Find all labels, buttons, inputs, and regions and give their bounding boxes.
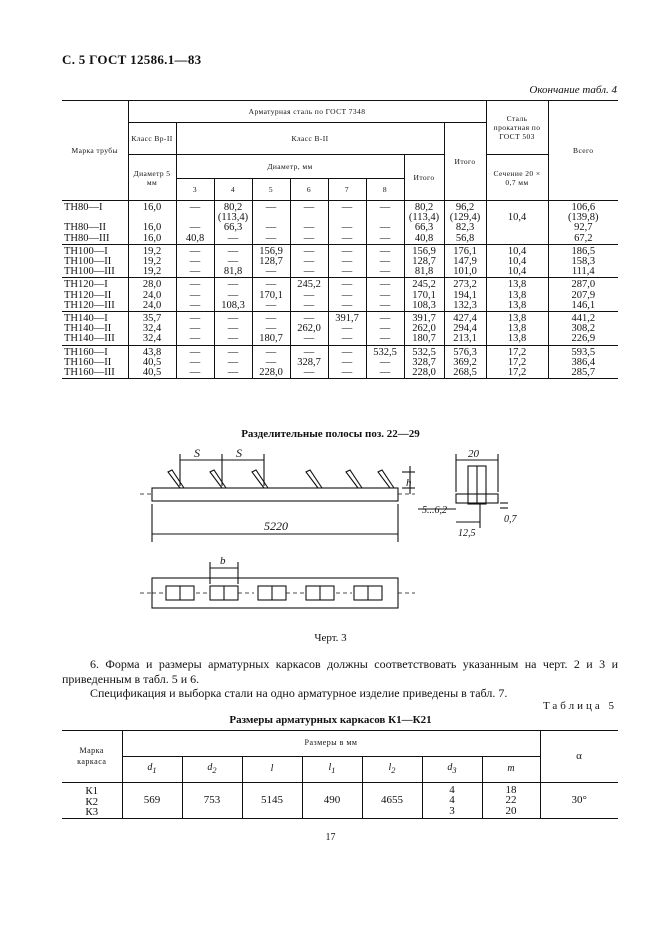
table-cell: 147,9 — [444, 257, 486, 267]
t5-col-l2: $l_2$ — [362, 757, 422, 783]
page-header: С. 5 ГОСТ 12586.1—83 — [62, 52, 202, 67]
table-cell: — — [214, 334, 252, 345]
header-all: Всего — [548, 101, 618, 201]
table-row — [62, 301, 618, 312]
table-row — [62, 278, 618, 291]
table-cell: — — [366, 334, 404, 345]
table-cell: — — [214, 291, 252, 301]
table-cell: 180,7 — [252, 334, 290, 345]
header-diameter-col: 4 — [214, 179, 252, 201]
cell-mark: ТН100—II — [62, 257, 128, 267]
table-cell: 101,0 — [444, 267, 486, 278]
table-cell: 213,1 — [444, 334, 486, 345]
header-class-bp: Класс Вр-II — [128, 123, 176, 155]
table-cell: — — [366, 223, 404, 233]
table-cell: 32,4 — [128, 324, 176, 334]
table-cell: — — [328, 278, 366, 291]
table-cell: — — [176, 324, 214, 334]
table-cell: — — [328, 345, 366, 358]
table-cell: 16,0 — [128, 234, 176, 245]
header-mark: Марка трубы — [62, 101, 128, 201]
t5-l: 5145 — [242, 783, 302, 819]
strip-side-view — [152, 488, 398, 501]
table-cell: 80,2 — [214, 201, 252, 214]
header-diameter-col: 6 — [290, 179, 328, 201]
table-cell: (113,4) — [214, 213, 252, 223]
cell-mark: ТН120—II — [62, 291, 128, 301]
table-cell: — — [366, 201, 404, 214]
label-s-2: S — [236, 446, 242, 460]
cell-mark: ТН100—I — [62, 244, 128, 257]
table-cell: — — [328, 324, 366, 334]
table-cell: — — [176, 334, 214, 345]
table-cell — [486, 234, 548, 245]
label-s-1: S — [194, 446, 200, 460]
table-cell: — — [328, 368, 366, 379]
dim-07: 0,7 — [504, 514, 517, 525]
table-cell: 10,4 — [486, 267, 548, 278]
table-cell: — — [176, 301, 214, 312]
table-cell — [486, 223, 548, 233]
table-cell: — — [366, 244, 404, 257]
t5-m — [482, 783, 540, 819]
table-cell: 245,2 — [290, 278, 328, 291]
table-cell: — — [176, 345, 214, 358]
table-cell: — — [290, 301, 328, 312]
table-cell: — — [328, 244, 366, 257]
table-cell: 228,0 — [252, 368, 290, 379]
table-cell: — — [328, 301, 366, 312]
table-cell: 228,0 — [404, 368, 444, 379]
paragraph-6: 6. Форма и размеры арматурных каркасов должны соответствовать указанным на черт. 2 и 3 и приведенным в табл. 5 и 6. — [62, 657, 618, 686]
table-cell: — — [366, 234, 404, 245]
table-cell: — — [290, 244, 328, 257]
table-cell: — — [290, 223, 328, 233]
cell-mark: ТН80—III — [62, 234, 128, 245]
table-cell: 108,3 — [404, 301, 444, 312]
table-cell: 391,7 — [328, 312, 366, 325]
t5-marks — [62, 783, 122, 819]
table-cell: 386,4 — [571, 356, 596, 368]
table-cell: 24,0 — [128, 301, 176, 312]
figure-3-drawing — [140, 446, 540, 618]
table-cell: — — [328, 257, 366, 267]
table-cell: 13,8 — [486, 334, 548, 345]
table-cell: 532,5 — [366, 345, 404, 358]
table-cell: 13,8 — [486, 324, 548, 334]
t5-col-l: l — [242, 757, 302, 783]
t5-mark: К2 — [85, 795, 99, 808]
table-cell: — — [328, 358, 366, 368]
strip-tab — [168, 470, 184, 488]
table-cell: 92,7 — [574, 222, 593, 234]
table-cell: 262,0 — [290, 324, 328, 334]
table-cell: 16,0 — [128, 223, 176, 233]
table-cell: — — [366, 368, 404, 379]
table-cell: 40,8 — [404, 234, 444, 245]
cell-mark: ТН160—II — [62, 358, 128, 368]
table-cell: — — [366, 291, 404, 301]
table-cell: — — [176, 257, 214, 267]
table-cell: — — [176, 312, 214, 325]
table-cell: — — [366, 324, 404, 334]
table-cell: — — [328, 267, 366, 278]
table-cell: 56,8 — [444, 234, 486, 245]
table-cell: 576,3 — [444, 345, 486, 358]
t5-d3-value: 3 — [449, 804, 455, 817]
table-cell: (129,4) — [444, 213, 486, 223]
dim-length: 5220 — [264, 519, 288, 533]
dim-20: 20 — [468, 448, 479, 460]
cell-mark: ТН140—II — [62, 324, 128, 334]
table-cell: — — [252, 345, 290, 358]
table-cell: — — [214, 244, 252, 257]
table-cell: — — [176, 291, 214, 301]
dim-5-62: 5...6,2 — [422, 505, 447, 516]
table-cell: — — [252, 358, 290, 368]
cell-mark: ТН100—III — [62, 267, 128, 278]
table-cell: 66,3 — [404, 223, 444, 233]
table-cell: 226,9 — [571, 333, 596, 345]
t5-m-value: 18 — [505, 783, 517, 796]
table-row — [62, 267, 618, 278]
header-class-b: Класс В-II — [176, 123, 444, 155]
table-cell: 328,7 — [404, 358, 444, 368]
table-cell: 287,0 — [548, 278, 618, 291]
header-dia: Диаметр, мм — [176, 155, 404, 179]
table-cell: 19,2 — [128, 244, 176, 257]
table-cell: — — [252, 267, 290, 278]
table-cell: 391,7 — [404, 312, 444, 325]
t5-alpha: 30° — [540, 783, 618, 819]
dim-125: 12,5 — [458, 528, 476, 539]
table-cell: — — [328, 234, 366, 245]
t5-header-sizes: Размеры в мм — [122, 731, 540, 757]
table-cell: — — [366, 301, 404, 312]
table-cell: — — [290, 368, 328, 379]
cell-mark: ТН140—III — [62, 334, 128, 345]
table-cell: — — [252, 223, 290, 233]
table-cell: 108,3 — [214, 301, 252, 312]
table-cell: 285,7 — [548, 368, 618, 379]
table-cell: — — [290, 257, 328, 267]
table-cell: 128,7 — [252, 257, 290, 267]
table-cell: — — [328, 291, 366, 301]
table-cell: 294,4 — [444, 324, 486, 334]
strip-tab — [378, 470, 394, 488]
table-cell: 32,4 — [128, 334, 176, 345]
table-cell: — — [366, 312, 404, 325]
table-cell: — — [290, 234, 328, 245]
header-diameter-col: 5 — [252, 179, 290, 201]
table-cell: — — [290, 312, 328, 325]
t5-col-d2: $d_2$ — [182, 757, 242, 783]
t5-col-l1: $l_1$ — [302, 757, 362, 783]
table-row — [62, 334, 618, 345]
table-cell: 328,7 — [290, 358, 328, 368]
table-cell: 156,9 — [404, 244, 444, 257]
table-cell: — — [252, 312, 290, 325]
table-cell: 146,1 — [571, 299, 596, 311]
table-cell: 427,4 — [444, 312, 486, 325]
table-cell: 10,4 — [486, 257, 548, 267]
t5-l2: 4655 — [362, 783, 422, 819]
table-4 — [62, 100, 618, 379]
table-cell: 82,3 — [444, 223, 486, 233]
cell-mark: ТН80—II — [62, 223, 128, 233]
table-cell: 80,2 — [404, 201, 444, 214]
table-row — [62, 201, 618, 214]
table-cell: 10,4 — [486, 244, 548, 257]
strip-tab — [346, 470, 362, 488]
table-cell: 17,2 — [486, 345, 548, 358]
table-cell: 441,2 — [548, 312, 618, 325]
table-cell: 273,2 — [444, 278, 486, 291]
table-cell: — — [214, 234, 252, 245]
t5-d1: 569 — [122, 783, 182, 819]
table-cell: 67,2 — [574, 232, 593, 244]
header-section: Сечение 20 × 0,7 мм — [486, 155, 548, 201]
table-cell: 180,7 — [404, 334, 444, 345]
table-cell: — — [176, 201, 214, 214]
header-itogo: Итого — [404, 155, 444, 201]
table-cell: 96,2 — [444, 201, 486, 214]
table-cell: 10,4 — [486, 213, 548, 223]
table-cell: — — [366, 278, 404, 291]
t5-col-d1: $d_1$ — [122, 757, 182, 783]
figure-caption: Черт. 3 — [314, 632, 347, 644]
table-cell: 40,5 — [128, 358, 176, 368]
table-cell: 158,3 — [571, 256, 596, 268]
table-continuation-note: Окончание табл. 4 — [529, 84, 617, 96]
t5-d2: 753 — [182, 783, 242, 819]
cell-mark: ТН160—III — [62, 368, 128, 379]
t5-header-alpha: α — [540, 731, 618, 783]
header-diameter-col: 3 — [176, 179, 214, 201]
table-cell: — — [176, 368, 214, 379]
table-cell: 194,1 — [444, 291, 486, 301]
header-dia5: Диаметр 5 мм — [128, 155, 176, 201]
table-cell: 262,0 — [404, 324, 444, 334]
table-cell: 593,5 — [548, 345, 618, 358]
table-cell: — — [252, 234, 290, 245]
table-cell: 17,2 — [486, 358, 548, 368]
table-cell: 369,2 — [444, 358, 486, 368]
table-cell: — — [176, 223, 214, 233]
table-cell: 132,3 — [444, 301, 486, 312]
t5-header-mark: Марка каркаса — [62, 731, 122, 783]
table-cell: 13,8 — [486, 278, 548, 291]
table-cell: 170,1 — [404, 291, 444, 301]
table-cell: — — [252, 278, 290, 291]
t5-col-d3: $d_3$ — [422, 757, 482, 783]
cell-mark: ТН140—I — [62, 312, 128, 325]
table-5 — [62, 730, 618, 819]
table-cell: — — [290, 201, 328, 214]
table-cell: 207,9 — [571, 289, 596, 301]
paragraph-spec: Спецификация и выборка стали на одно арматурное изделие приведены в табл. 7. — [90, 686, 508, 700]
t5-d3-value: 4 — [449, 783, 455, 796]
table-cell: 268,5 — [444, 368, 486, 379]
table-row — [62, 234, 618, 245]
table-cell: — — [366, 267, 404, 278]
table-cell: (113,4) — [404, 213, 444, 223]
table-cell: — — [328, 201, 366, 214]
table-cell: — — [214, 257, 252, 267]
table-cell: 16,0 — [128, 201, 176, 214]
cell-mark: ТН120—III — [62, 301, 128, 312]
table-cell: 81,8 — [214, 267, 252, 278]
table-cell: 19,2 — [128, 267, 176, 278]
table-cell: 66,3 — [214, 223, 252, 233]
table-cell: — — [214, 324, 252, 334]
table-row — [62, 345, 618, 358]
t5-l1: 490 — [302, 783, 362, 819]
table-cell: — — [290, 334, 328, 345]
table-cell: — — [214, 312, 252, 325]
table-cell: — — [176, 358, 214, 368]
table-cell: 156,9 — [252, 244, 290, 257]
header-rolled: Сталь прокатная по ГОСТ 503 — [486, 101, 548, 155]
table-cell: 40,5 — [128, 368, 176, 379]
table-cell: — — [214, 358, 252, 368]
table-cell: 308,2 — [571, 323, 596, 335]
table-cell: 19,2 — [128, 257, 176, 267]
table-cell: — — [176, 244, 214, 257]
t5-m-value: 20 — [505, 804, 517, 817]
header-diameter-col: 8 — [366, 179, 404, 201]
cell-mark: ТН120—I — [62, 278, 128, 291]
t5-mark: К1 — [85, 785, 99, 798]
table-cell: 111,4 — [571, 266, 595, 278]
table-cell: 13,8 — [486, 312, 548, 325]
table-cell: 40,8 — [176, 234, 214, 245]
table-cell: 532,5 — [404, 345, 444, 358]
header-steel: Арматурная сталь по ГОСТ 7348 — [128, 101, 486, 123]
t5-d3 — [422, 783, 482, 819]
table-cell: — — [214, 368, 252, 379]
table-cell: — — [328, 334, 366, 345]
table-cell: 186,5 — [548, 244, 618, 257]
table-cell: 170,1 — [252, 291, 290, 301]
table-cell: — — [252, 201, 290, 214]
table-cell: — — [176, 278, 214, 291]
strip-tab — [306, 470, 322, 488]
label-h: h — [406, 477, 412, 489]
t5-d3-value: 4 — [449, 794, 455, 807]
cell-mark: ТН160—I — [62, 345, 128, 358]
table-cell: — — [290, 345, 328, 358]
strip-tab — [210, 470, 226, 488]
table-cell: 245,2 — [404, 278, 444, 291]
table-cell: — — [214, 345, 252, 358]
table-cell: 106,6 — [571, 202, 596, 213]
cell-mark: ТН80—I — [62, 201, 128, 214]
strip-tab — [252, 470, 268, 488]
table-cell: — — [328, 223, 366, 233]
table-cell: 43,8 — [128, 345, 176, 358]
table-cell: — — [366, 257, 404, 267]
table-cell: 81,8 — [404, 267, 444, 278]
label-b: b — [220, 555, 226, 567]
table-cell: 176,1 — [444, 244, 486, 257]
table-row — [62, 368, 618, 379]
table-cell: — — [366, 358, 404, 368]
table-cell: 13,8 — [486, 291, 548, 301]
figure-title: Разделительные полосы поз. 22—29 — [241, 428, 420, 440]
table-cell: — — [290, 267, 328, 278]
table-cell: 13,8 — [486, 301, 548, 312]
t5-col-m: m — [482, 757, 540, 783]
table-cell: — — [176, 267, 214, 278]
t5-mark: К3 — [85, 806, 99, 819]
table-5-title: Размеры арматурных каркасов К1—К21 — [229, 714, 432, 726]
table-cell: — — [252, 324, 290, 334]
table-cell: — — [214, 278, 252, 291]
strip-top-view — [152, 578, 398, 608]
header-total: Итого — [444, 123, 486, 201]
table-cell: 35,7 — [128, 312, 176, 325]
table-cell: 28,0 — [128, 278, 176, 291]
table-cell: 17,2 — [486, 368, 548, 379]
table-cell: 24,0 — [128, 291, 176, 301]
table-5-label: Таблица 5 — [542, 700, 617, 712]
table-cell: 128,7 — [404, 257, 444, 267]
header-diameter-col: 7 — [328, 179, 366, 201]
table-cell: (139,8) — [567, 212, 599, 224]
table-cell: — — [290, 291, 328, 301]
t5-m-value: 22 — [505, 794, 517, 807]
table-cell: — — [252, 301, 290, 312]
page-number: 17 — [325, 832, 336, 843]
